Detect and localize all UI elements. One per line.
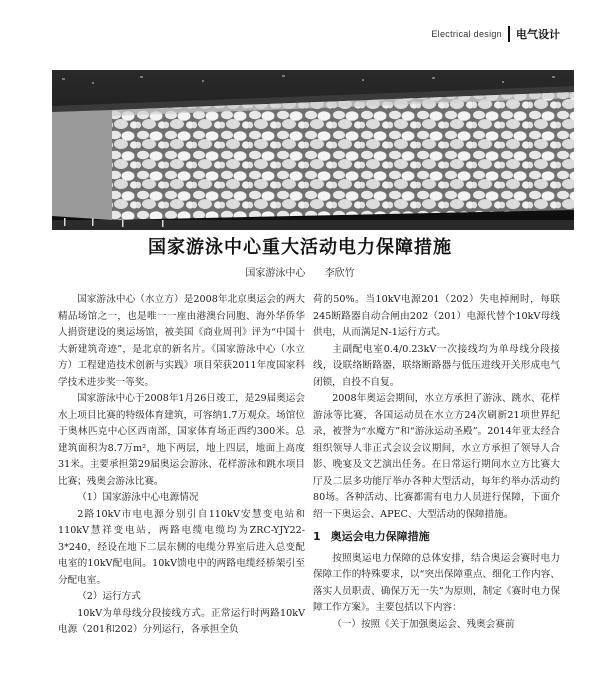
byline bbox=[0, 264, 600, 279]
paragraph: 2008年奥运会期间，水立方承担了游泳、跳水、花样游泳等比赛，各国运动员在水立方24次刷新21项世界纪录，被誉为“水魔方”和“游泳运动圣殿”。2014年亚太经合组织领导人非正式会议会议期间，水立方承担了领导人合影、晚宴及文艺演出任务。在日常运行期间水立方比赛大厅及二层多功能厅举办各种大型活动，每年约举办活动约80场。各种活动、比赛都需有电力人员进行保障，下面介绍一下奥运会、APEC、大型活动的保障措施。 bbox=[313, 393, 560, 520]
water-cube-photo bbox=[52, 70, 574, 230]
section-number: 1 bbox=[313, 530, 321, 543]
section-heading bbox=[313, 529, 560, 546]
paragraph: 10kV为单母线分段接线方式。正常运行时两路10kV电源（201和202）分列运行，各承担全负 bbox=[58, 607, 305, 635]
water-cube-illustration bbox=[52, 70, 574, 230]
paragraph: （一）按照《关于加强奥运会、残奥会赛前 bbox=[332, 618, 515, 630]
right-column bbox=[313, 292, 560, 633]
section-label-cn: 电气设计 bbox=[508, 26, 560, 42]
article-title: 国家游泳中心重大活动电力保障措施 bbox=[148, 237, 452, 258]
subheading: （2）运行方式 bbox=[77, 591, 141, 602]
left-column bbox=[58, 292, 305, 639]
paragraph: 按照奥运电力保障的总体安排，结合奥运会赛时电力保障工作的特殊要求，以“突出保障重点、细化工作内容、落实人员职责、确保万无一失”为原则，制定《赛时电力保障工作方案》。主要包括以下内容： bbox=[313, 552, 560, 613]
paragraph: 荷的50%。当10kV电源201（202）失电掉闸时，每联245断路器自动合闸由202（201）电源代替个10kV母线供电，从而满足N-1运行方式。 bbox=[313, 294, 560, 338]
paragraph: 国家游泳中心于2008年1月26日竣工，是29届奥运会水上项目比赛的特级体育建筑，可容纳1.7万观众。场馆位于奥林匹克中心区西南部，国家体育场正西约300米。总建筑面积为8.7万m²，地下两层，地上四层，地面上高度31米。主要承担第29届奥运会游泳、花样游泳和跳水项目比赛；残奥会游泳比赛。 bbox=[58, 393, 305, 487]
subheading: （1）国家游泳中心电源情况 bbox=[77, 492, 199, 503]
paragraph: 主副配电室0.4/0.23kV一次接线均为单母线分段接线，设联络断路器，联络断路器与低压进线开关形成电气闭锁，自投不自复。 bbox=[313, 343, 560, 388]
author-name: 李欣竹 bbox=[324, 268, 355, 279]
paragraph: 2路10kV市电电源分别引自110kV安慧变电站和110kV慧祥变电站，两路电缆电缆均为ZRC-YJY22-3*240，经设在地下二层东侧的电缆分界室后进入总变配电室的10kV配电间。10kV馈电中的两路电缆经桥架引至分配电室。 bbox=[58, 508, 305, 586]
section-label-en: Electrical design bbox=[431, 29, 502, 39]
author-affiliation: 国家游泳中心 bbox=[245, 268, 306, 279]
paragraph: 国家游泳中心（水立方）是2008年北京奥运会的两大精品场馆之一，也是唯一一座由港澳台同胞、海外华侨华人捐资建设的奥运场馆，被美国《商业周刊》评为“中国十大新建筑奇迹”，是北京的新名片。《国家游泳中心（水立方）工程建造技术创新与实践》项目荣获2011年度国家科学技术进步奖一等奖。 bbox=[58, 294, 305, 388]
page-header bbox=[431, 26, 560, 42]
section-title: 奥运会电力保障措施 bbox=[330, 530, 430, 543]
